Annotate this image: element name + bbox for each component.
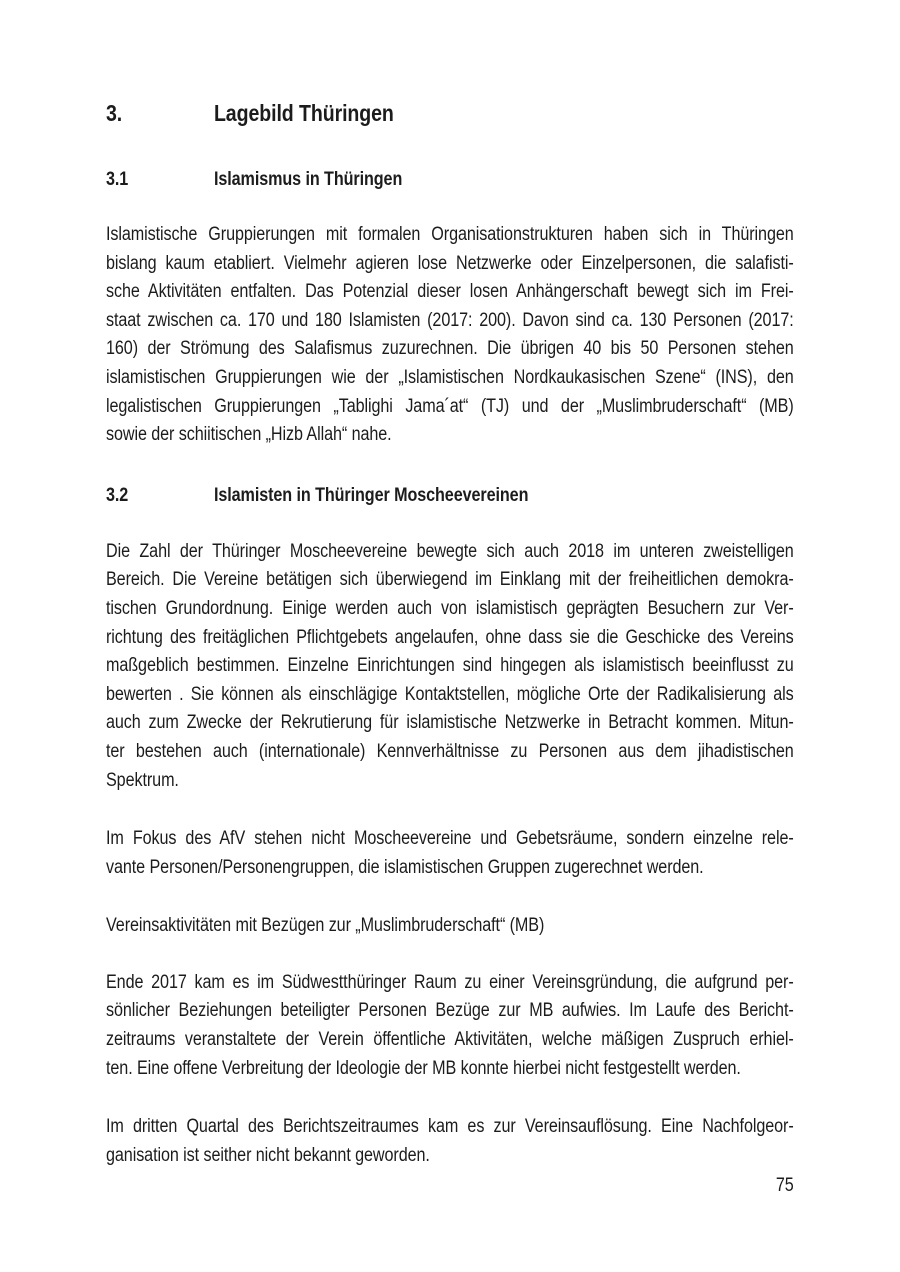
text-line: ter bestehen auch (internationale) Kennverhältnisse zu Personen aus dem jihadistischen [106,740,794,762]
paragraph-vereinsaufloesung [106,1113,794,1170]
page-number: 75 [775,1175,794,1197]
text-line: ganisation ist seither nicht bekannt geworden. [106,1144,430,1166]
chapter-title: Lagebild Thüringen [213,100,394,126]
text-line: bewerten . Sie können als einschlägige Kontaktstellen, mögliche Orte der Radikalisierung als [106,683,794,705]
text-line: Ende 2017 kam es im Südwestthüringer Raum zu einer Vereinsgründung, die aufgrund per- [106,971,794,993]
text-line: 160) der Strömung des Salafismus zuzurechnen. Die übrigen 40 bis 50 Personen stehen [106,338,794,360]
text-line: zeitraums veranstaltete der Verein öffentliche Aktivitäten, welche mäßigen Zuspruch erhiel- [106,1029,794,1051]
text-line: maßgeblich bestimmen. Einzelne Einrichtungen sind hingegen als islamistisch beeinflusst zu [106,655,794,677]
section-number: 3.1 [106,169,129,190]
section-title: Islamismus in Thüringen [213,169,403,190]
text-line: Vereinsaktivitäten mit Bezügen zur „Muslimbruderschaft“ (MB) [106,915,545,937]
paragraph-fokus-afv [106,825,794,882]
section-title: Islamisten in Thüringer Moscheevereinen [213,484,529,506]
section-heading-3-2 [106,482,794,510]
text-line: Im dritten Quartal des Berichtszeitraumes kam es zur Vereinsauflösung. Eine Nachfolgeor- [106,1116,794,1138]
paragraph-vereinsgruendung [106,969,794,1083]
section-number: 3.2 [106,484,129,506]
text-line: legalistischen Gruppierungen „Tablighi Jama´at“ (TJ) und der „Muslimbruderschaft“ (MB) [106,395,794,417]
paragraph-vereinsaktivitaeten-mb [106,912,794,941]
text-line: tischen Grundordnung. Einige werden auch von islamistisch geprägten Besuchern zur Ver- [106,597,794,619]
text-line: ten. Eine offene Verbreitung der Ideologie der MB konnte hierbei nicht festgestellt werden. [106,1057,741,1079]
chapter-number: 3. [106,100,123,126]
text-line: richtung des freitäglichen Pflichtgebets angelaufen, ohne dass sie die Geschicke des Vereins [106,626,794,648]
text-line: bislang kaum etabliert. Vielmehr agieren lose Netzwerke oder Einzelpersonen, die salafisti- [106,252,794,274]
section-heading-3-1 [106,166,794,194]
text-line: Bereich. Die Vereine betätigen sich überwiegend im Einklang mit der freiheitlichen demokra- [106,569,794,591]
text-line: sönlicher Beziehungen beteiligter Personen Bezüge zur MB aufwies. Im Laufe des Bericht- [106,1000,794,1022]
text-line: Islamistische Gruppierungen mit formalen Organisationstrukturen haben sich in Thüringen [106,224,794,245]
text-line: staat zwischen ca. 170 und 180 Islamisten (2017: 200). Davon sind ca. 130 Personen (2017: [106,309,794,331]
text-line: islamistischen Gruppierungen wie der „Islamistischen Nordkaukasischen Szene“ (INS), den [106,366,794,388]
text-line: auch zum Zwecke der Rekrutierung für islamistische Netzwerke in Betracht kommen. Mitun- [106,712,794,734]
chapter-heading [106,98,794,128]
text-line: Spektrum. [106,769,179,791]
text-line: Die Zahl der Thüringer Moscheevereine bewegte sich auch 2018 im unteren zweistelligen [106,540,794,562]
text-line: sche Aktivitäten entfalten. Das Potenzial dieser losen Anhängerschaft bewegt sich im Frei- [106,281,794,303]
text-line: Im Fokus des AfV stehen nicht Moscheevereine und Gebetsräume, sondern einzelne rele- [106,828,794,850]
text-line: vante Personen/Personengruppen, die islamistischen Gruppen zugerechnet werden. [106,856,704,878]
text-column [106,0,794,1201]
paragraph-moscheevereine [106,538,794,795]
text-line: sowie der schiitischen „Hizb Allah“ nahe. [106,424,392,446]
paragraph-islamismus-potenzial [106,221,794,450]
